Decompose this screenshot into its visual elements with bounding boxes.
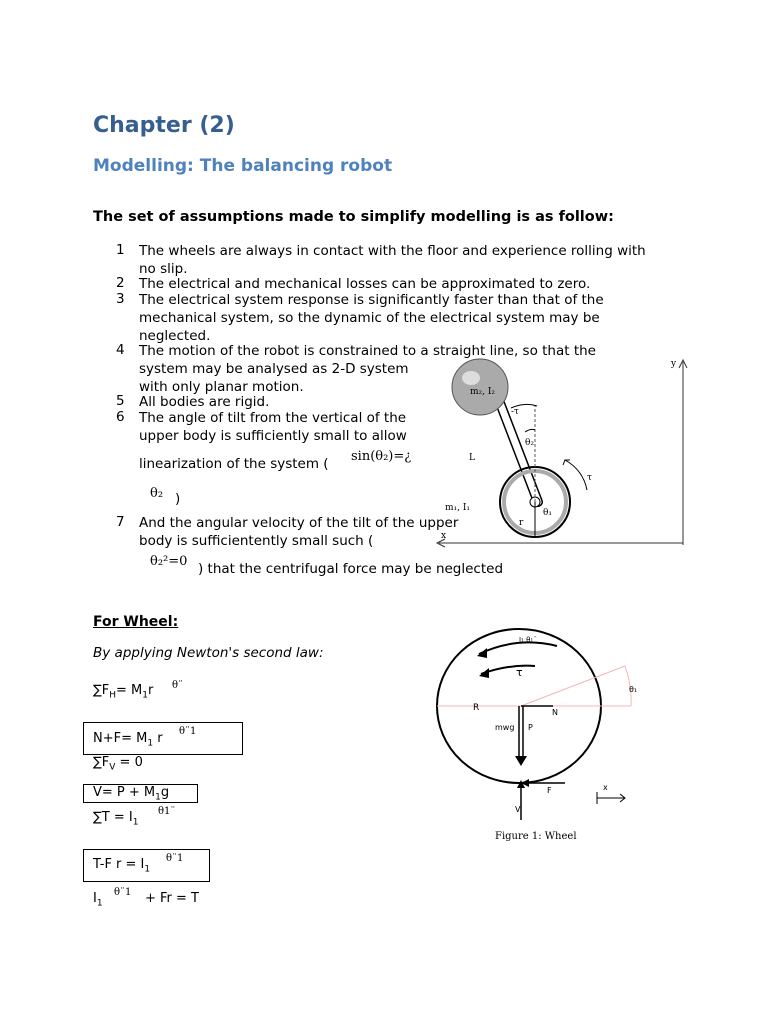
theta-ddot-1: θ¨1 [179,726,197,737]
list-number: 1 [116,242,125,258]
list-item [139,291,604,345]
sum-t-equation [93,810,138,828]
theta1-label: θ₁ [543,508,553,518]
list-line: The electrical and mechanical losses can be approximated to zero. [139,276,591,292]
wheel-heading: For Wheel: [93,614,179,630]
eq-text: N+F= M [93,731,148,746]
list-line: The motion of the robot is constrained to a straight line, so that the [139,343,596,359]
list-number: 5 [116,393,125,409]
inertia-label: I₁ θ₁¨ [519,636,537,644]
radius-label: r [519,518,524,528]
x-direction-label: x [603,783,608,792]
p-force-label: P [528,723,533,732]
tau-label: τ [587,473,592,483]
neg-tau-label: -τ [511,407,520,417]
eq-text: V= P + M [93,785,156,800]
list-item [139,242,646,278]
eq-sub: 1 [142,690,149,701]
v-force-label: V [515,805,521,814]
theta1-ddot: θ1¨ [158,806,176,817]
eq-sub: 1 [155,792,161,803]
tf-equation [93,857,150,875]
list-item: All bodies are rigid. [139,394,270,410]
theta-ddot: θ¨ [172,680,184,691]
theta1-angle-label: θ₁ [629,685,638,694]
chapter-title: Chapter (2) [93,113,235,138]
list-number: 2 [116,275,125,291]
list-line: with only planar motion. [139,379,304,395]
eq-text: r [153,731,163,746]
sum-fv-equation [93,755,143,773]
eq-text: I [93,891,97,906]
list-line: mechanical system, so the dynamic of the electrical system may be [139,310,600,326]
list-number: 4 [116,342,125,358]
y-axis-label: y [671,359,677,369]
list-number: 7 [116,514,125,530]
nf-equation [93,731,163,749]
m2-label: m₂, I₂ [470,387,496,397]
n-force-label: N [552,708,558,717]
mwg-label: mwg [495,723,515,732]
list-line: ) that the centrifugal force may be neglected [198,561,504,577]
list-line: no slip. [139,261,188,277]
eq-text: r [148,683,154,698]
eq-text: ∑T = I [93,810,133,825]
list-line: neglected. [139,328,211,344]
wheel-figure [425,620,640,850]
close-paren: ) [175,491,181,507]
list-line: body is sufficientently small such ( [139,533,374,549]
eq-text: g [160,785,170,800]
eq-text: = 0 [115,755,143,770]
eq-sub: 1 [144,864,151,875]
list-line: The wheels are always in contact with the floor and experience rolling with [139,243,646,259]
list-line: The angle of tilt from the vertical of the [139,410,407,426]
length-label: L [469,453,475,463]
theta2-squared-equation: θ₂²=0 [150,554,188,569]
eq-sub: V [109,762,116,773]
eq-sub: 1 [96,898,103,909]
assumptions-intro: The set of assumptions made to simplify modelling is as follow: [93,209,614,225]
list-number: 6 [116,409,125,425]
list-line: upper body is sufficiently small to allow [139,428,407,444]
eq-text: ∑F [93,755,110,770]
newton-text: By applying Newton's second law: [93,645,324,661]
m1-label: m₁, I₁ [445,503,471,513]
list-line: The electrical system response is significantly faster than that of the [139,292,604,308]
list-number: 3 [116,291,125,307]
list-line: linearization of the system ( [139,456,329,472]
theta2-symbol: θ₂ [150,486,164,501]
fr-equation: + Fr = T [145,891,199,906]
list-line: And the angular velocity of the tilt of the upper [139,515,459,531]
f-force-label: F [547,786,552,795]
eq-text: ∑F [93,683,110,698]
list-item [139,409,407,445]
v-equation [93,785,169,803]
theta-ddot-1b: θ¨1 [166,853,184,864]
eq-sub: 1 [147,738,154,749]
section-title: Modelling: The balancing robot [93,156,393,176]
sin-equation: sin(θ₂)=¿ [351,449,412,464]
list-line: system may be analysed as 2-D system [139,361,409,377]
eq-sub: H [109,690,117,701]
theta2-label: θ₂ [525,438,535,448]
robot-figure [425,350,700,550]
list-item [139,514,458,550]
eq-text: = M [116,683,143,698]
sum-fh-equation [93,683,153,701]
theta-ddot-1c: θ¨1 [114,887,132,898]
tau-wheel-label: τ [516,666,523,679]
r-wheel-label: R [473,703,480,713]
eq-sub: 1 [132,817,139,828]
eq-text: T-F r = I [93,857,145,872]
x-axis-label: x [441,531,447,541]
i1-equation [93,891,103,909]
figure-caption: Figure 1: Wheel [495,831,577,842]
